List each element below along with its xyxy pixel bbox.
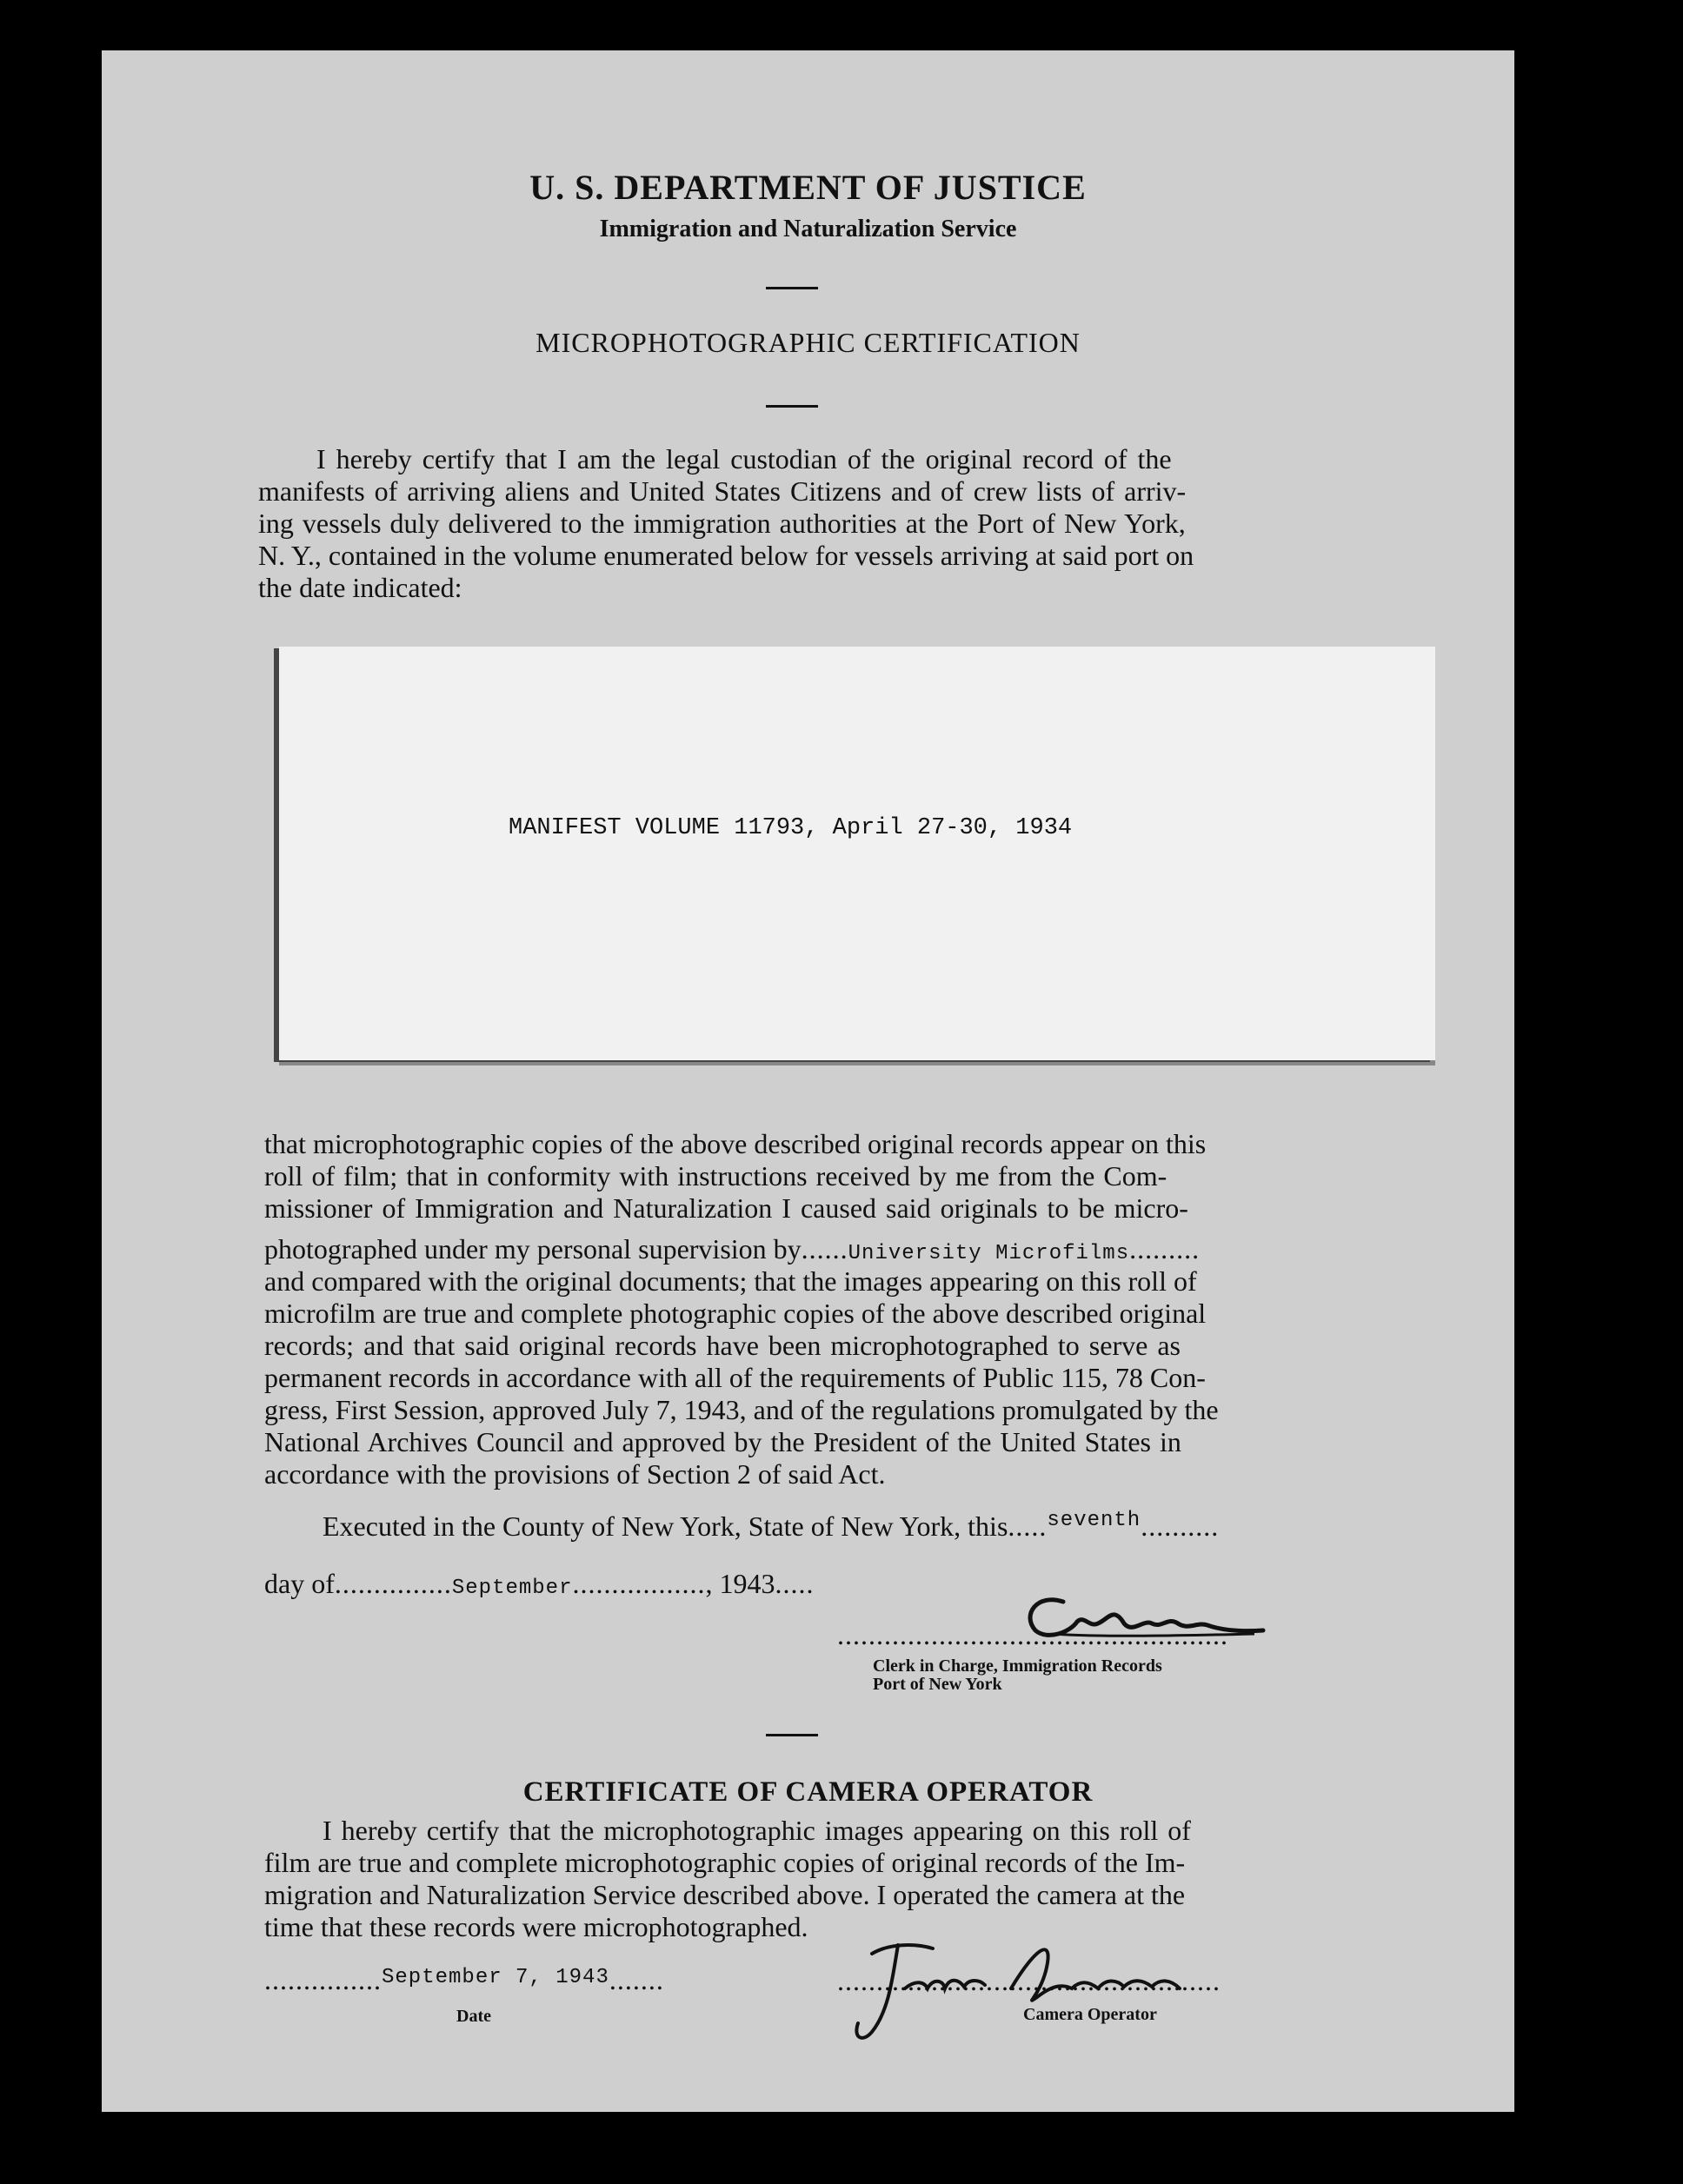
svg-text:..............................: .................................................. bbox=[837, 1619, 1228, 1650]
certificate-page bbox=[102, 50, 1514, 2112]
camera-operator-signature bbox=[837, 1928, 1324, 2058]
executed-month: September bbox=[451, 1577, 573, 1600]
camera-date: September 7, 1943 bbox=[382, 1966, 609, 1989]
body-line: and compared with the original documents; that the images appearing on this roll of bbox=[264, 1265, 1197, 1297]
divider bbox=[766, 405, 818, 408]
certification-title: MICROPHOTOGRAPHIC CERTIFICATION bbox=[536, 327, 1081, 358]
camera-date-line: ...............$^{September 7, 1943}$....... bbox=[264, 1964, 664, 1995]
manifest-volume-label: MANIFEST VOLUME 11793, April 27-30, 1934 bbox=[509, 815, 1073, 841]
camera-line: film are true and complete microphotographic copies of original records of the Im- bbox=[264, 1847, 1186, 1878]
camera-operator-caption: Camera Operator bbox=[1023, 2005, 1157, 2024]
clerk-caption-title: Clerk in Charge, Immigration Records bbox=[873, 1656, 1162, 1676]
executed-line: Executed in the County of New York, State of New York, this.....$^{seventh}$.......... bbox=[323, 1509, 1220, 1542]
body-line: microfilm are true and complete photographic copies of the above described original bbox=[264, 1298, 1207, 1329]
body-line: that microphotographic copies of the above described original records appear on this bbox=[264, 1128, 1207, 1159]
clerk-caption-port: Port of New York bbox=[873, 1675, 1002, 1694]
svg-text:..............................: ................................................. bbox=[837, 1965, 1221, 1996]
supervision-line: photographed under my personal supervision by......University Microfilms......... bbox=[264, 1233, 1201, 1265]
supervisor-name: University Microfilms bbox=[848, 1242, 1130, 1265]
supervision-prefix: photographed under my personal supervision by bbox=[264, 1233, 802, 1265]
camera-line: migration and Naturalization Service described above. I operated the camera at the bbox=[264, 1879, 1186, 1910]
intro-line: ing vessels duly delivered to the immigration authorities at the Port of New York, bbox=[258, 508, 1186, 539]
divider bbox=[766, 1734, 818, 1736]
camera-line: time that these records were microphotographed. bbox=[264, 1911, 808, 1942]
agency-heading: U. S. DEPARTMENT OF JUSTICE bbox=[529, 168, 1087, 207]
body-line: missioner of Immigration and Naturalization I caused said originals to be micro- bbox=[264, 1192, 1188, 1224]
clerk-signature bbox=[837, 1580, 1315, 1650]
day-of-line: day of...............September................., 1943..... bbox=[264, 1568, 815, 1600]
date-caption: Date bbox=[456, 2007, 491, 2026]
camera-line: I hereby certify that the microphotographic images appearing on this roll of bbox=[323, 1815, 1191, 1846]
intro-line: I hereby certify that I am the legal custodian of the original record of the bbox=[316, 443, 1172, 475]
body-line: accordance with the provisions of Section 2 of said Act. bbox=[264, 1458, 886, 1490]
executed-year: , 1943 bbox=[705, 1568, 775, 1599]
body-line: permanent records in accordance with all of the requirements of Public 115, 78 Con- bbox=[264, 1362, 1206, 1393]
day-of-label: day of bbox=[264, 1568, 335, 1599]
executed-day: seventh bbox=[1047, 1509, 1141, 1532]
body-line: roll of film; that in conformity with instructions received by me from the Com- bbox=[264, 1160, 1167, 1192]
manifest-insert bbox=[279, 647, 1435, 1060]
body-line: National Archives Council and approved by the President of the United States in bbox=[264, 1426, 1181, 1457]
divider bbox=[766, 287, 818, 289]
intro-line: manifests of arriving aliens and United States Citizens and of crew lists of arriv- bbox=[258, 475, 1187, 507]
intro-line: the date indicated: bbox=[258, 572, 462, 603]
service-subheading: Immigration and Naturalization Service bbox=[599, 216, 1017, 242]
body-line: records; and that said original records have been microphotographed to serve as bbox=[264, 1330, 1181, 1361]
intro-line: N. Y., contained in the volume enumerated below for vessels arriving at said port on bbox=[258, 540, 1194, 571]
executed-prefix: Executed in the County of New York, State of New York, this bbox=[323, 1510, 1008, 1542]
body-line: gress, First Session, approved July 7, 1943, and of the regulations promulgated by the bbox=[264, 1394, 1219, 1425]
camera-certificate-title: CERTIFICATE OF CAMERA OPERATOR bbox=[522, 1776, 1094, 1808]
